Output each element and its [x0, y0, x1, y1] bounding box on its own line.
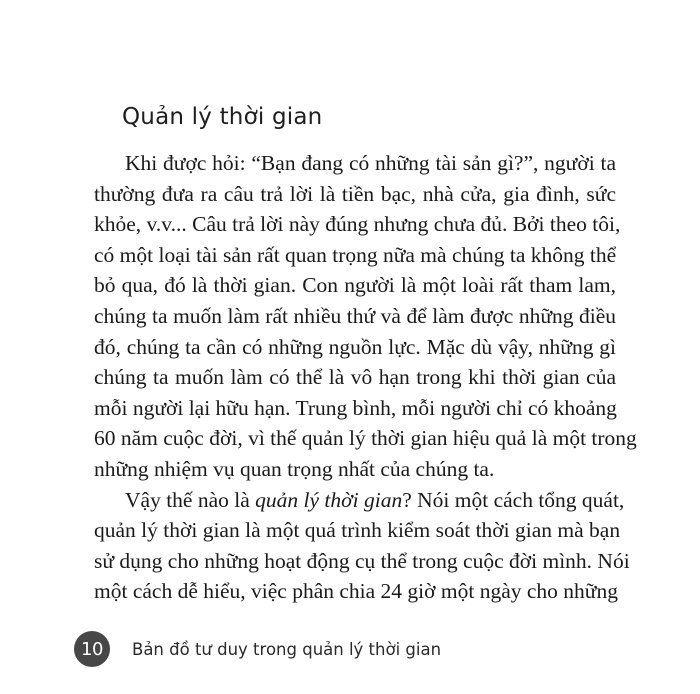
emphasized-term: quản lý thời gian: [255, 487, 403, 512]
text-line: có một loại tài sản rất quan trọng nữa mà chúng ta không thể: [94, 242, 617, 267]
text-line: sử dụng cho những hoạt động cụ thể trong cuộc đời mình. Nói: [94, 548, 630, 573]
text-run: Vậy thế nào là: [125, 487, 256, 512]
text-line: đó, chúng ta cần có những nguồn lực. Mặc dù vậy, những gì: [94, 334, 616, 359]
text-line: những nhiệm vụ quan trọng nhất của chúng ta.: [94, 456, 495, 481]
text-line: khỏe, v.v... Câu trả lời này đúng nhưng chưa đủ. Bởi theo tôi,: [94, 212, 621, 237]
text-line: quản lý thời gian là một quá trình kiểm soát thời gian mà bạn: [94, 518, 621, 543]
text-line: chúng ta muốn làm rất nhiều thứ và để làm được những điều: [94, 303, 616, 328]
text-run: ? Nói một cách tổng quát,: [402, 487, 625, 512]
body-text: [94, 148, 637, 607]
page-number-badge: 10: [74, 631, 110, 667]
text-line: [94, 485, 625, 516]
text-line: mỗi người lại hữu hạn. Trung bình, mỗi người chỉ có khoảng: [94, 395, 617, 420]
text-line: thường đưa ra câu trả lời là tiền bạc, nhà cửa, gia đình, sức: [94, 181, 616, 206]
paragraph-2: [94, 485, 630, 607]
text-line: 60 năm cuộc đời, vì thế quản lý thời gian hiệu quả là một trong: [94, 426, 637, 451]
text-line: bỏ qua, đó là thời gian. Con người là một loài rất tham lam,: [94, 273, 616, 298]
page-footer: [74, 632, 441, 666]
section-heading: Quản lý thời gian: [122, 104, 323, 130]
text-line: Khi được hỏi: “Bạn đang có những tài sản gì?”, người ta: [125, 151, 616, 175]
running-title: Bản đồ tư duy trong quản lý thời gian: [132, 639, 442, 659]
text-line: một cách dễ hiểu, việc phân chia 24 giờ một ngày cho những: [94, 579, 618, 604]
paragraph-1: [94, 148, 637, 485]
text-line: chúng ta muốn làm có thể là vô hạn trong khi thời gian của: [94, 365, 616, 390]
